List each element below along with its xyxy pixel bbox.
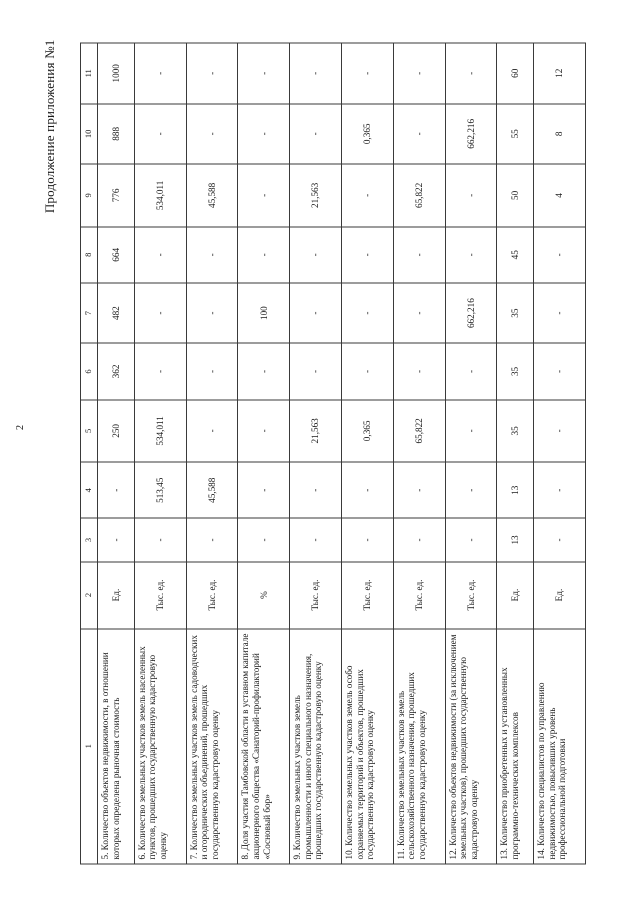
value-cell: - <box>238 518 290 561</box>
value-cell: 45 <box>497 227 534 283</box>
value-cell: - <box>393 518 445 561</box>
value-cell: - <box>98 462 135 518</box>
value-cell: 0,365 <box>341 400 393 463</box>
value-cell: - <box>445 43 497 104</box>
column-number-cell: 11 <box>81 43 98 104</box>
value-cell: - <box>290 227 342 283</box>
page-number: 2 <box>15 425 26 430</box>
value-cell: 662,216 <box>445 104 497 164</box>
value-cell: 4 <box>534 164 586 227</box>
value-cell: - <box>445 164 497 227</box>
indicator-cell: 5. Количество объектов недвижимости, в отношении которых определена рыночная стоимость <box>98 629 135 864</box>
table-row <box>497 43 534 864</box>
value-cell: - <box>134 43 186 104</box>
value-cell: - <box>290 518 342 561</box>
column-number-cell: 4 <box>81 462 98 518</box>
value-cell: 362 <box>98 343 135 399</box>
value-cell: - <box>341 164 393 227</box>
value-cell: - <box>238 164 290 227</box>
value-cell: - <box>238 343 290 399</box>
value-cell: - <box>393 283 445 343</box>
table-row <box>186 43 238 864</box>
value-cell: - <box>445 227 497 283</box>
unit-cell: Тыс. ед. <box>290 562 342 629</box>
value-cell: - <box>238 462 290 518</box>
indicator-cell: 6. Количество земельных участков земель населенных пунктов, прошедших государственную кадастровую оценку <box>134 629 186 864</box>
value-cell: 534,011 <box>134 164 186 227</box>
value-cell: 662,216 <box>445 283 497 343</box>
column-number-cell: 8 <box>81 227 98 283</box>
unit-cell: Тыс. ед. <box>134 562 186 629</box>
value-cell: - <box>290 343 342 399</box>
unit-cell: Тыс. ед. <box>186 562 238 629</box>
value-cell: - <box>534 518 586 561</box>
value-cell: - <box>341 518 393 561</box>
column-number-cell: 3 <box>81 518 98 561</box>
value-cell: - <box>393 462 445 518</box>
value-cell: - <box>534 283 586 343</box>
value-cell: - <box>534 227 586 283</box>
indicator-cell: 11. Количество земельных участков земель сельскохозяйственного назначения, прошедших государственную кадастровую оценку <box>393 629 445 864</box>
value-cell: - <box>341 462 393 518</box>
table-row <box>134 43 186 864</box>
value-cell: - <box>445 343 497 399</box>
value-cell: - <box>134 518 186 561</box>
value-cell: - <box>445 518 497 561</box>
value-cell: 35 <box>497 283 534 343</box>
value-cell: 534,011 <box>134 400 186 463</box>
value-cell: 65,822 <box>393 164 445 227</box>
column-number-cell: 9 <box>81 164 98 227</box>
value-cell: 50 <box>497 164 534 227</box>
value-cell: - <box>186 283 238 343</box>
value-cell: 0,365 <box>341 104 393 164</box>
value-cell: - <box>534 400 586 463</box>
value-cell: - <box>238 400 290 463</box>
indicator-cell: 8. Доля участия Тамбовской области в уставном капитале акционерного общества «Санаторий-профилакторий «Сосновый бор» <box>238 629 290 864</box>
unit-cell: Тыс. ед. <box>445 562 497 629</box>
value-cell: 12 <box>534 43 586 104</box>
value-cell: - <box>134 283 186 343</box>
unit-cell: % <box>238 562 290 629</box>
indicators-table <box>80 43 586 865</box>
value-cell: 45,588 <box>186 164 238 227</box>
table-row <box>445 43 497 864</box>
value-cell: - <box>534 462 586 518</box>
value-cell: - <box>238 104 290 164</box>
value-cell: - <box>186 227 238 283</box>
value-cell: 21,563 <box>290 400 342 463</box>
value-cell: - <box>98 518 135 561</box>
annex-caption: Продолжение приложения №1 <box>42 39 57 214</box>
table-row <box>290 43 342 864</box>
value-cell: - <box>341 283 393 343</box>
value-cell: - <box>134 104 186 164</box>
value-cell: - <box>238 43 290 104</box>
value-cell: - <box>341 343 393 399</box>
value-cell: 8 <box>534 104 586 164</box>
table-row <box>98 43 135 864</box>
value-cell: - <box>186 104 238 164</box>
value-cell: - <box>393 43 445 104</box>
unit-cell: Ед. <box>534 562 586 629</box>
value-cell: 21,563 <box>290 164 342 227</box>
value-cell: 35 <box>497 400 534 463</box>
column-number-cell: 5 <box>81 400 98 463</box>
value-cell: 55 <box>497 104 534 164</box>
value-cell: - <box>393 343 445 399</box>
value-cell: - <box>393 227 445 283</box>
value-cell: - <box>393 104 445 164</box>
value-cell: 1000 <box>98 43 135 104</box>
value-cell: 65,822 <box>393 400 445 463</box>
value-cell: - <box>134 227 186 283</box>
value-cell: - <box>445 400 497 463</box>
value-cell: - <box>445 462 497 518</box>
table-row <box>238 43 290 864</box>
value-cell: - <box>534 343 586 399</box>
unit-cell: Тыс. ед. <box>341 562 393 629</box>
value-cell: 35 <box>497 343 534 399</box>
value-cell: - <box>186 343 238 399</box>
column-number-cell: 6 <box>81 343 98 399</box>
column-number-cell: 1 <box>81 629 98 864</box>
value-cell: - <box>238 227 290 283</box>
table-row <box>534 43 586 864</box>
unit-cell: Ед. <box>98 562 135 629</box>
value-cell: 100 <box>238 283 290 343</box>
value-cell: - <box>290 462 342 518</box>
column-number-cell: 10 <box>81 104 98 164</box>
value-cell: 513,45 <box>134 462 186 518</box>
rotated-sheet <box>40 40 600 865</box>
value-cell: - <box>186 400 238 463</box>
column-number-row <box>81 43 98 864</box>
value-cell: - <box>341 227 393 283</box>
table-row <box>393 43 445 864</box>
value-cell: 13 <box>497 462 534 518</box>
value-cell: 482 <box>98 283 135 343</box>
value-cell: - <box>290 283 342 343</box>
value-cell: - <box>290 104 342 164</box>
unit-cell: Ед. <box>497 562 534 629</box>
column-number-cell: 2 <box>81 562 98 629</box>
value-cell: - <box>134 343 186 399</box>
indicator-cell: 9. Количество земельных участков земель промышленности и иного специального назначения, прошедших государственную кадастровую оценку <box>290 629 342 864</box>
indicator-cell: 10. Количество земельных участков земель особо охраняемых территорий и объектов, прошедших государственную кадастровую оценку <box>341 629 393 864</box>
value-cell: 888 <box>98 104 135 164</box>
value-cell: - <box>186 518 238 561</box>
unit-cell: Тыс. ед. <box>393 562 445 629</box>
indicator-cell: 7. Количество земельных участков земель садоводческих и огороднических объединений, прошедших государственную кадастровую оценку <box>186 629 238 864</box>
value-cell: - <box>186 43 238 104</box>
table-row <box>341 43 393 864</box>
column-number-cell: 7 <box>81 283 98 343</box>
value-cell: 664 <box>98 227 135 283</box>
value-cell: 45,588 <box>186 462 238 518</box>
value-cell: 60 <box>497 43 534 104</box>
indicator-cell: 14. Количество специалистов по управлению недвижимостью, повысивших уровень профессиональной подготовки <box>534 629 586 864</box>
value-cell: 250 <box>98 400 135 463</box>
value-cell: 13 <box>497 518 534 561</box>
value-cell: - <box>290 43 342 104</box>
indicator-cell: 12. Количество объектов недвижимости (за исключением земельных участков), прошедших государственную кадастровую оценку <box>445 629 497 864</box>
value-cell: 776 <box>98 164 135 227</box>
indicator-cell: 13. Количество приобретенных и установленных программно-технических комплексов <box>497 629 534 864</box>
value-cell: - <box>341 43 393 104</box>
